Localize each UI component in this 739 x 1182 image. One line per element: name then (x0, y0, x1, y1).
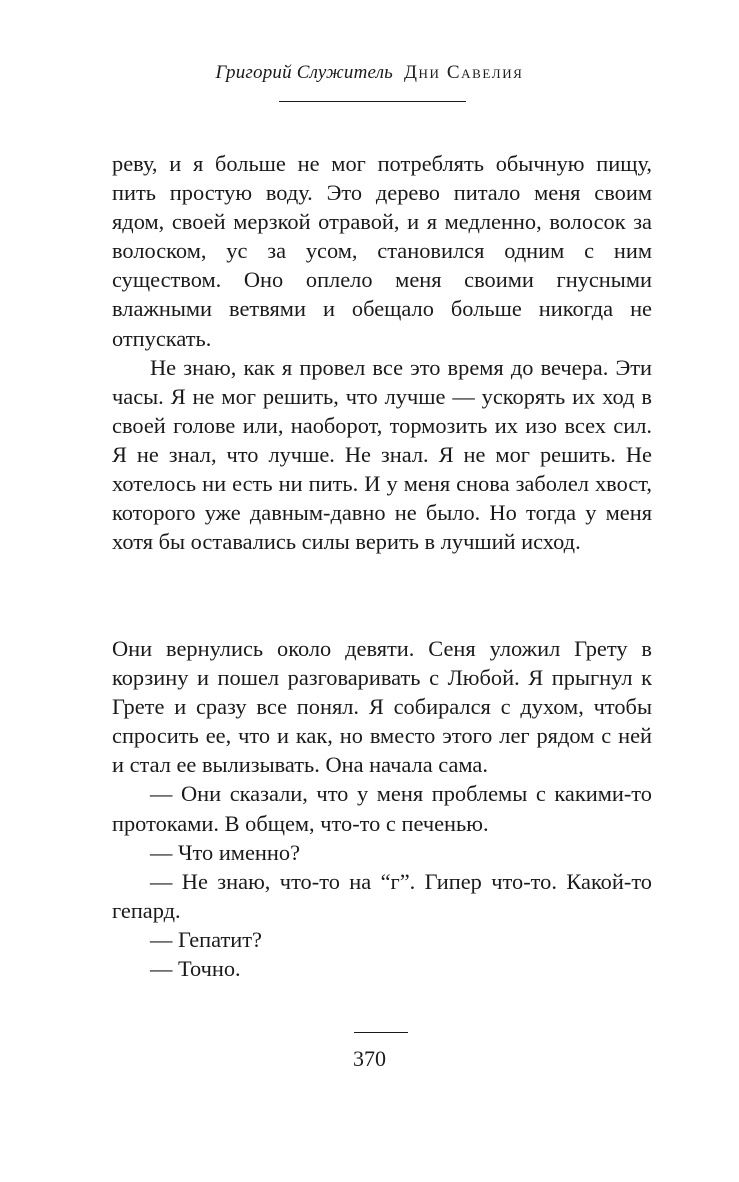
paragraph: Не знаю, как я провел все это время до вечера. Эти часы. Я не мог решить, что лучше — ускорять их ход в своей голове или, наоборот, тормозить их изо всех сил. Я не знал, что лучше. Не знал. Я не мог решить. Не хотелось ни есть ни пить. И у меня снова заболел хвост, которого уже давным-давно не было. Но тогда у меня хотя бы оставались силы верить в лучший исход. (112, 354, 652, 555)
running-head (0, 62, 739, 84)
footer-rule (354, 1032, 408, 1033)
dialogue-line: — Точно. (150, 956, 241, 982)
page-number: 370 (353, 1046, 386, 1071)
body-section-2 (112, 634, 652, 983)
dialogue-line: — Гепатит? (150, 926, 262, 952)
body-section-1 (112, 149, 652, 556)
paragraph: реву, и я больше не мог потреблять обычную пищу, пить простую воду. Это дерево питало меня своим ядом, своей мерзкой отравой, и я медленно, волосок за волоском, ус за усом, становился одним с ним существом. Оно оплело меня своими гнусными влажными ветвями и обещало больше никогда не отпускать. (112, 151, 652, 351)
header-rule (279, 101, 466, 102)
dialogue-line: — Не знаю, что-то на “г”. Гипер что-то. Какой-то гепард. (112, 868, 652, 923)
running-head-book-title: Дни Савелия (403, 62, 524, 83)
dialogue-line: — Что именно? (150, 839, 301, 865)
running-head-author: Григорий Служитель (215, 62, 394, 83)
dialogue-line: — Они сказали, что у меня проблемы с какими-то протоками. В общем, что-то с печенью. (112, 781, 652, 836)
paragraph: Они вернулись около девяти. Сеня уложил Грету в корзину и пошел разговаривать с Любой. Я прыгнул к Грете и сразу все понял. Я собирался с духом, чтобы спросить ее, что и как, но вместо этого лег рядом с ней и стал ее вылизывать. Она начала сама. (112, 636, 652, 778)
